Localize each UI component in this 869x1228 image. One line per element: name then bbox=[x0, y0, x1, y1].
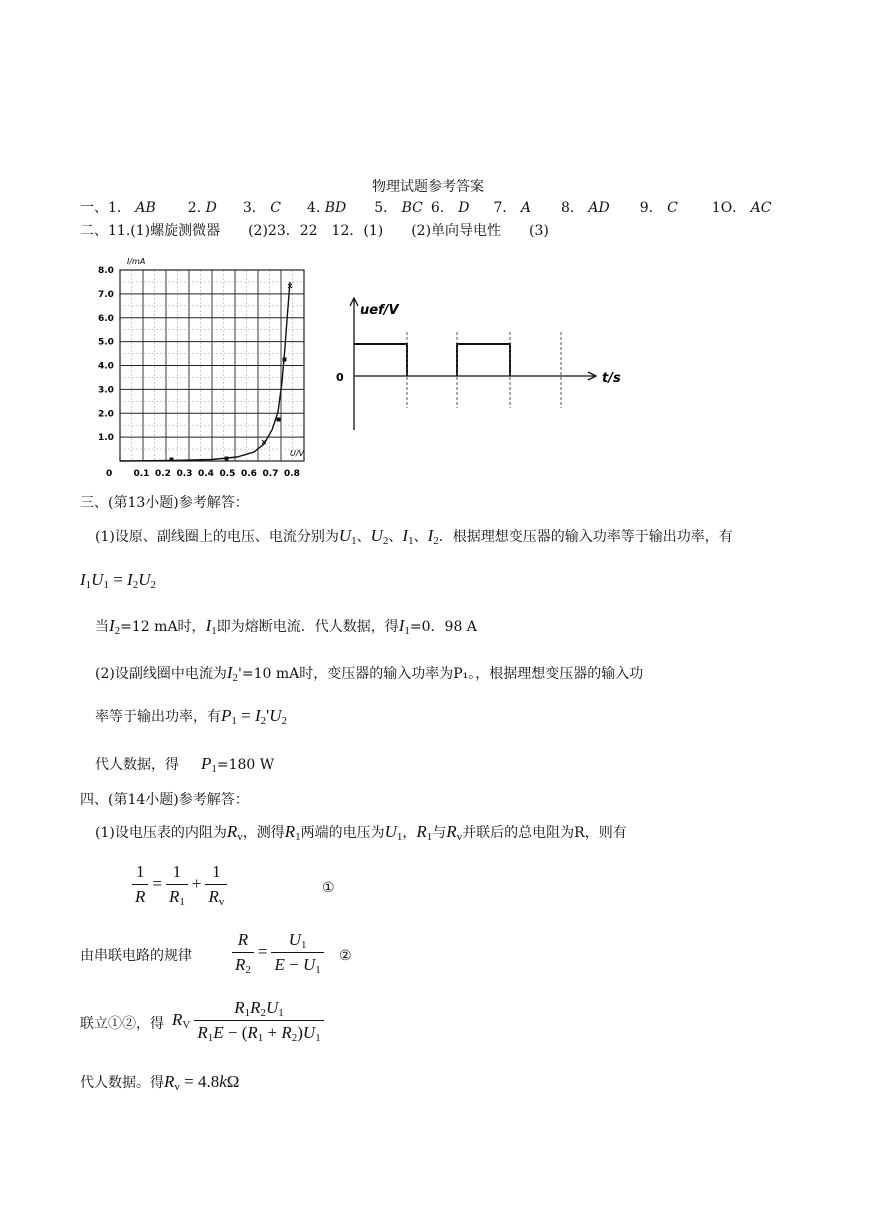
s3-text: =12 mA时， bbox=[120, 619, 206, 635]
section3-paragraph4: 率等于输出功率，有$P_1 = I_2'U_2$ bbox=[95, 706, 288, 727]
section4-result: 代人数据。得$R_v = 4.8k\Omega$ bbox=[80, 1072, 240, 1093]
iv-xtick-label: 0.8 bbox=[284, 469, 300, 479]
wave-origin: 0 bbox=[336, 371, 344, 384]
answer-choice: C bbox=[662, 200, 678, 216]
iv-xlabel: U/V bbox=[290, 449, 305, 458]
answer-choice: BD bbox=[320, 200, 347, 216]
page-title: 物理试题参考答案 bbox=[372, 179, 484, 195]
section4-heading: 四、(第14小题)参考解答： bbox=[80, 792, 249, 808]
eq-series-ratio: $\frac{R}{R_2}$ = $\frac{U_1}{E - U_1}$ bbox=[228, 930, 328, 975]
iv-xtick-label: 0.5 bbox=[219, 469, 236, 479]
answer-number: 1． bbox=[108, 200, 131, 216]
iv-ytick-label: 8.0 bbox=[98, 266, 114, 276]
eq-parallel-resistance: $\frac{1}{R}$ = $\frac{1}{R_1}$ + $\frac{1}{R_v}$ bbox=[128, 862, 231, 907]
s3-text: (2)设副线圈中电流为 bbox=[95, 666, 227, 682]
iv-xtick-label: 0.3 bbox=[176, 469, 193, 479]
s4-text: 代人数据。得 bbox=[80, 1075, 164, 1091]
answer-choice: D bbox=[453, 200, 470, 216]
section2-line: 二、11.(1)螺旋测微器 (2)23．22 12．(1) (2)单向导电性 (3) bbox=[80, 223, 549, 239]
series-rule-label: 由串联电路的规律 bbox=[80, 948, 192, 964]
answer-number: 6． bbox=[430, 200, 454, 216]
answer-choice: C bbox=[265, 200, 281, 216]
answer-choice: AD bbox=[583, 200, 610, 216]
s3-text: 当 bbox=[95, 619, 109, 635]
answer-item bbox=[374, 200, 423, 216]
iv-data-points bbox=[170, 284, 292, 461]
answer-choice: AC bbox=[746, 200, 772, 216]
s4-text: ， bbox=[402, 825, 417, 841]
iv-grid bbox=[120, 270, 304, 461]
answer-number: 7． bbox=[493, 200, 517, 216]
s3-text: =0．98 A bbox=[409, 619, 477, 635]
answer-item bbox=[243, 200, 281, 216]
answer-choice: BC bbox=[397, 200, 423, 216]
answer-number: 9． bbox=[639, 200, 663, 216]
wave-ylabel: uef/V bbox=[360, 303, 399, 318]
s3-text: 代人数据，得 bbox=[95, 757, 179, 773]
combine-label: 联立①②，得 bbox=[80, 1016, 164, 1032]
iv-ytick-label: 4.0 bbox=[98, 361, 114, 372]
answer-item bbox=[307, 200, 346, 216]
s3-text: (1)设原、副线圈上的电压、电流分别为 bbox=[95, 529, 339, 545]
s4-text: ，测得 bbox=[242, 825, 285, 841]
answer-item bbox=[108, 200, 156, 216]
section3-paragraph3: (2)设副线圈中电流为$I_2'=10$ mA时，变压器的输入功率为P₁。，根据理想变压器的输入功 bbox=[95, 663, 644, 684]
iv-ylabel: I/mA bbox=[127, 257, 146, 266]
s3-text: ．根据理想变压器的输入功率等于输出功率，有 bbox=[438, 529, 733, 545]
answer-choice: D bbox=[201, 200, 217, 216]
s4-text: 与 bbox=[432, 825, 447, 841]
s3-sep: 、 bbox=[356, 529, 371, 545]
answer-number: 5． bbox=[374, 200, 398, 216]
answer-item bbox=[561, 200, 610, 216]
eq-marker-2: ② bbox=[339, 948, 352, 964]
iv-ytick-label: 6.0 bbox=[98, 313, 114, 324]
answer-item bbox=[640, 200, 678, 216]
answer-item bbox=[494, 200, 531, 216]
answer-choice: A bbox=[516, 200, 531, 216]
iv-point bbox=[283, 358, 286, 361]
section1-answers bbox=[80, 199, 771, 217]
answer-item bbox=[712, 200, 772, 216]
iv-ytick-label: 3.0 bbox=[98, 385, 114, 396]
section1-prefix: 一、 bbox=[80, 200, 108, 216]
s3-text: '=10 mA时，变压器的输入功率为P₁。，根据理想变压器的输入功 bbox=[238, 666, 644, 682]
iv-curve bbox=[120, 282, 290, 461]
iv-xtick-label: 0.2 bbox=[155, 469, 171, 479]
eq-power-balance: $I_1U_1 = I_2U_2$ bbox=[80, 570, 156, 591]
answer-number: 2. bbox=[187, 200, 202, 216]
answer-item bbox=[431, 200, 470, 216]
s4-text: 两端的电压为 bbox=[300, 825, 385, 841]
s3-sep: 、 bbox=[388, 529, 403, 545]
wave-xlabel: t/s bbox=[602, 371, 621, 386]
s4-text: 并联后的总电阻为R，则有 bbox=[462, 825, 627, 841]
s3-text: 即为熔断电流．代人数据，得 bbox=[216, 619, 399, 635]
s3-sep: 、 bbox=[413, 529, 428, 545]
section4-paragraph1: (1)设电压表的内阻为$R_v$，测得$R_1$两端的电压为$U_1$，$R_1$与$R_v$并联后的总电阻为R，则有 bbox=[95, 822, 627, 843]
section3-paragraph1: (1)设原、副线圈上的电压、电流分别为$U_1$、$U_2$、$I_1$、$I_2$．根据理想变压器的输入功率等于输出功率，有 bbox=[95, 526, 733, 547]
iv-curve-figure bbox=[92, 252, 314, 484]
answer-number: 3． bbox=[242, 200, 266, 216]
answer-choice: AB bbox=[130, 200, 156, 216]
iv-ytick-label: 1.0 bbox=[98, 433, 114, 444]
iv-ytick-label: 7.0 bbox=[98, 289, 114, 300]
section3-paragraph2: 当$I_2=12$ mA时，$I_1$即为熔断电流．代人数据，得$I_1=0$．98 A bbox=[95, 616, 477, 637]
answer-item bbox=[188, 200, 217, 216]
square-wave-figure bbox=[330, 294, 630, 434]
iv-xtick-label: 0.6 bbox=[241, 469, 257, 479]
iv-xtick-label: 0.1 bbox=[133, 469, 150, 479]
iv-point bbox=[277, 418, 280, 421]
iv-ytick-label: 5.0 bbox=[98, 337, 114, 348]
iv-origin: 0 bbox=[106, 469, 113, 479]
answer-number: 8． bbox=[560, 200, 584, 216]
iv-xtick-label: 0.7 bbox=[262, 469, 279, 479]
iv-point bbox=[225, 457, 228, 460]
iv-xtick-label: 0.4 bbox=[198, 469, 214, 479]
answer-number: 4. bbox=[306, 200, 321, 216]
eq-rv-solution: $R_V$ $\frac{R_1R_2U_1}{R_1E - (R_1 + R_2)U_1}$ bbox=[172, 998, 328, 1043]
s4-text: (1)设电压表的内阻为 bbox=[95, 825, 227, 841]
s3-text: 率等于输出功率，有 bbox=[95, 709, 221, 725]
answer-number: 1O． bbox=[711, 200, 747, 216]
section3-paragraph5: 代人数据，得 $P_1=180$ W bbox=[95, 754, 275, 775]
wave-pulses bbox=[354, 344, 510, 376]
s3-text: =180 W bbox=[216, 757, 275, 773]
eq-marker-1: ① bbox=[322, 880, 335, 896]
section3-heading: 三、(第13小题)参考解答： bbox=[80, 495, 249, 511]
iv-point bbox=[170, 458, 173, 461]
iv-ytick-label: 2.0 bbox=[98, 409, 114, 420]
